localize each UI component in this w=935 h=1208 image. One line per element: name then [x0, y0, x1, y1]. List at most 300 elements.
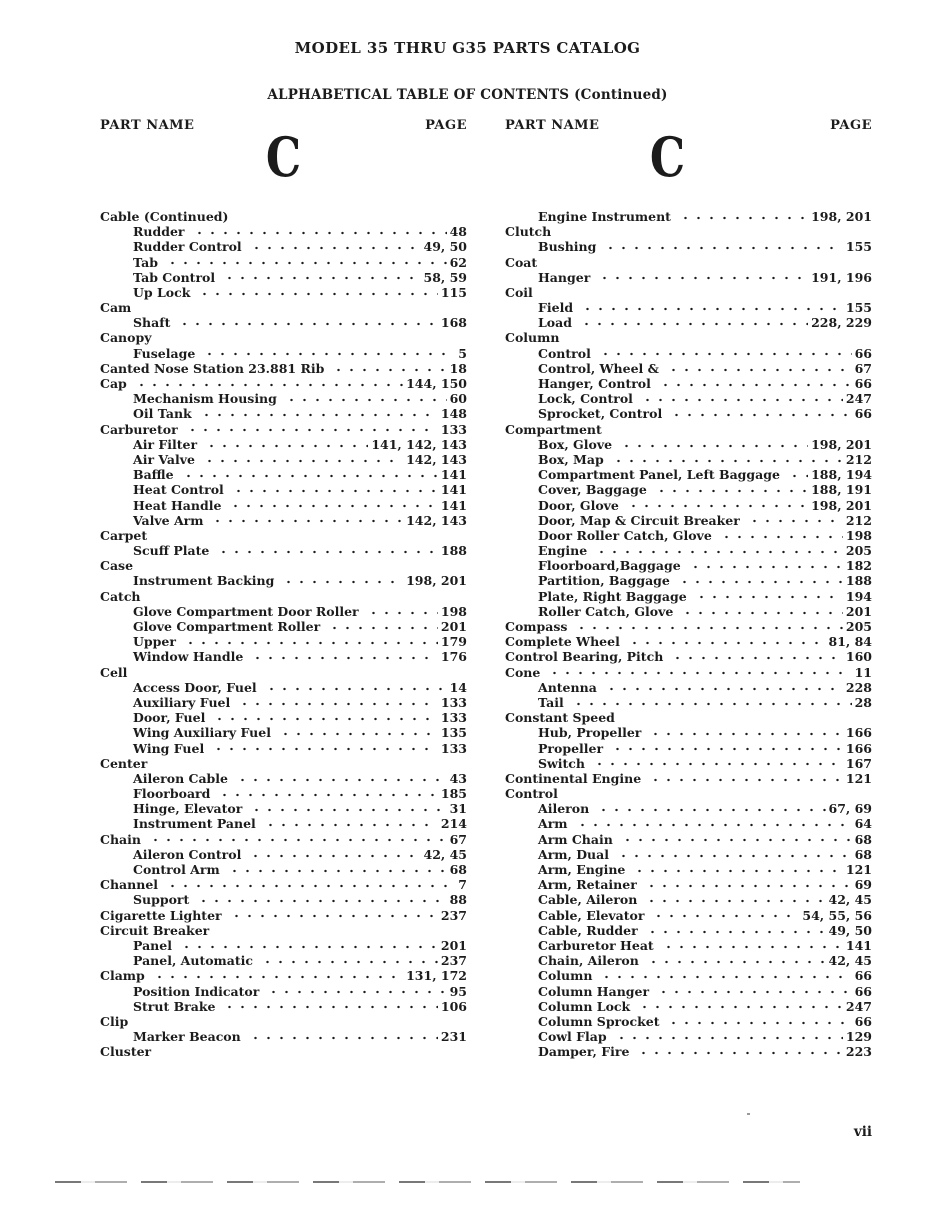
page-ref: 11: [854, 664, 872, 680]
part-name: Control: [505, 786, 558, 802]
part-name: Coil: [505, 284, 533, 300]
dot-leader: [605, 685, 843, 693]
page-ref: 5: [458, 345, 467, 361]
dot-leader: [203, 350, 455, 358]
part-name: Bushing: [538, 239, 597, 255]
toc-entry: [100, 877, 467, 892]
dot-leader: [689, 563, 843, 571]
page-ref: 60: [449, 391, 467, 407]
part-name: Carburetor: [100, 421, 178, 437]
part-name: Canted Nose Station 23.881 Rib: [100, 360, 325, 376]
toc-group-header: [100, 1014, 467, 1029]
page-ref: 205: [845, 619, 872, 635]
toc-entry: [505, 938, 872, 953]
part-name: Rudder Control: [133, 239, 242, 255]
toc-entry: [100, 437, 467, 452]
dot-leader: [611, 745, 843, 753]
part-name: Mechanism Housing: [133, 391, 277, 407]
toc-group-header: [100, 1044, 467, 1059]
part-name: Door, Map & Circuit Breaker: [538, 512, 740, 528]
toc-group-header: [100, 331, 467, 346]
toc-entry: [100, 391, 467, 406]
part-name: Oil Tank: [133, 406, 192, 422]
dot-leader: [615, 1034, 843, 1042]
dot-leader: [595, 548, 843, 556]
dot-leader: [671, 654, 843, 662]
toc-entry: [505, 452, 872, 467]
part-name: Continental Engine: [505, 770, 642, 786]
part-name: Fuselage: [133, 345, 196, 361]
toc-entry: [100, 422, 467, 437]
toc-entry: [505, 634, 872, 649]
toc-entry: [100, 695, 467, 710]
page-ref: 54, 55, 56: [802, 907, 872, 923]
page-ref: 228: [845, 679, 872, 695]
part-name: Tail: [538, 694, 564, 710]
part-name: Aileron Cable: [133, 770, 229, 786]
page-ref: 205: [845, 543, 872, 559]
part-name: Floorboard: [133, 786, 211, 802]
part-name: Cover, Baggage: [538, 482, 647, 498]
page-ref: 214: [440, 816, 467, 832]
toc-entry: [505, 209, 872, 224]
part-name: Valve Arm: [133, 512, 204, 528]
part-name: Tab: [133, 254, 158, 270]
toc-entry: [100, 801, 467, 816]
page-ref: 228, 229: [811, 315, 872, 331]
toc-entry: [100, 513, 467, 528]
dot-leader: [641, 396, 843, 404]
part-name: Control Arm: [133, 862, 220, 878]
part-name: Column Sprocket: [538, 1013, 660, 1029]
part-name-header-right: PART NAME: [505, 118, 600, 133]
toc-column-right: [505, 209, 872, 1060]
page-ref: 133: [440, 740, 467, 756]
part-name: Compass: [505, 619, 568, 635]
part-name: Coat: [505, 254, 538, 270]
dot-leader: [621, 836, 852, 844]
part-name: Floorboard,Baggage: [538, 558, 681, 574]
part-name: Door, Glove: [538, 497, 619, 513]
part-name: Cable, Rudder: [538, 922, 638, 938]
page-header-right: PAGE: [830, 118, 872, 133]
part-name: Antenna: [538, 679, 597, 695]
dot-leader: [200, 411, 438, 419]
part-name: Column Lock: [538, 998, 631, 1014]
part-name: Position Indicator: [133, 983, 260, 999]
page-ref: 168: [440, 315, 467, 331]
page-ref: 66: [854, 968, 872, 984]
dot-leader: [265, 685, 447, 693]
page-ref: 141: [440, 497, 467, 513]
toc-entry: [505, 315, 872, 330]
toc-entry: [100, 862, 467, 877]
dot-leader: [679, 214, 808, 222]
part-name: Shaft: [133, 315, 171, 331]
part-name: Tab Control: [133, 269, 216, 285]
page-ref: 185: [440, 786, 467, 802]
toc-group-header: [505, 255, 872, 270]
toc-group-header: [100, 589, 467, 604]
page-ref: 166: [845, 740, 872, 756]
part-name: Door, Fuel: [133, 710, 206, 726]
toc-group-header: [505, 285, 872, 300]
toc-entry: [100, 239, 467, 254]
toc-entry: [100, 786, 467, 801]
toc-entry: [100, 346, 467, 361]
page-ref: 188: [440, 543, 467, 559]
toc-entry: [505, 984, 872, 999]
dot-leader: [599, 350, 852, 358]
dot-leader: [178, 320, 438, 328]
toc-entry: [505, 968, 872, 983]
toc-entry: [505, 877, 872, 892]
dot-leader: [593, 760, 843, 768]
toc-entry: [505, 817, 872, 832]
part-name: Chain, Aileron: [538, 953, 639, 969]
dot-leader: [720, 533, 843, 541]
dot-leader: [646, 928, 826, 936]
toc-entry: [505, 801, 872, 816]
page-ref: 115: [440, 284, 467, 300]
toc-group-header: [100, 756, 467, 771]
part-name: Instrument Panel: [133, 816, 256, 832]
part-name: Control: [538, 345, 591, 361]
dot-leader: [285, 396, 447, 404]
dot-leader: [249, 1034, 438, 1042]
folio-page-number: vii: [853, 1124, 872, 1140]
toc-entry: [505, 543, 872, 558]
page-ref: 155: [845, 300, 872, 316]
toc-entry: [100, 376, 467, 391]
toc-entry: [100, 361, 467, 376]
page-ref: 69: [854, 877, 872, 893]
toc-entry: [100, 482, 467, 497]
part-name: Column: [505, 330, 560, 346]
part-name: Column Hanger: [538, 983, 650, 999]
part-name: Auxiliary Fuel: [133, 694, 231, 710]
page-ref: 43: [449, 770, 467, 786]
part-name: Carpet: [100, 527, 148, 543]
dot-leader: [633, 867, 843, 875]
dot-leader: [367, 609, 438, 617]
page-ref: 49, 50: [828, 922, 872, 938]
page-ref: 141: [440, 467, 467, 483]
toc-entry: [505, 391, 872, 406]
dot-leader: [670, 411, 851, 419]
part-name: Control, Wheel &: [538, 360, 659, 376]
dot-leader: [645, 882, 852, 890]
page-ref: 68: [854, 831, 872, 847]
dot-leader: [267, 988, 446, 996]
dot-leader: [249, 852, 420, 860]
page-ref: 66: [854, 1013, 872, 1029]
part-name: Air Filter: [133, 436, 198, 452]
part-name: Rudder: [133, 224, 185, 240]
toc-entry: [505, 406, 872, 421]
dot-leader: [628, 639, 826, 647]
toc-entry: [505, 270, 872, 285]
page-ref: 31: [449, 801, 467, 817]
page-ref: 247: [845, 391, 872, 407]
dot-leader: [211, 517, 403, 525]
toc-entry: [505, 467, 872, 482]
page-ref: 194: [845, 588, 872, 604]
part-name: Circuit Breaker: [100, 922, 210, 938]
dot-leader: [580, 320, 808, 328]
part-name: Load: [538, 315, 572, 331]
dot-leader: [649, 776, 843, 784]
dot-leader: [645, 897, 825, 905]
part-name: Cone: [505, 664, 541, 680]
part-name: Support: [133, 892, 190, 908]
dot-leader: [236, 776, 447, 784]
toc-entry: [505, 680, 872, 695]
page-ref: 129: [845, 1029, 872, 1045]
toc-entry: [505, 346, 872, 361]
part-name: Cluster: [100, 1044, 152, 1060]
dot-leader: [649, 730, 843, 738]
toc-entry: [100, 498, 467, 513]
part-name: Cell: [100, 664, 128, 680]
toc-group-header: [100, 665, 467, 680]
dot-leader: [166, 259, 447, 267]
part-name: Arm, Dual: [538, 846, 609, 862]
toc-entry: [505, 1014, 872, 1029]
toc-entry: [100, 543, 467, 558]
dot-leader: [655, 487, 808, 495]
dot-leader: [217, 548, 438, 556]
page-ref: 176: [440, 649, 467, 665]
part-name: Damper, Fire: [538, 1044, 630, 1060]
dot-leader: [638, 1003, 843, 1011]
dot-leader: [332, 366, 446, 374]
dot-leader: [667, 366, 852, 374]
page-ref: 160: [845, 649, 872, 665]
toc-group-header: [100, 558, 467, 573]
page-ref: 141: [440, 482, 467, 498]
page-ref: 201: [440, 619, 467, 635]
part-name: Marker Beacon: [133, 1029, 241, 1045]
dot-leader: [166, 882, 455, 890]
toc-entry: [100, 680, 467, 695]
part-name: Scuff Plate: [133, 543, 210, 559]
page-ref: 182: [845, 558, 872, 574]
part-name: Glove Compartment Door Roller: [133, 603, 359, 619]
part-name: Door Roller Catch, Glove: [538, 527, 712, 543]
toc-entry: [505, 376, 872, 391]
page-ref: 66: [854, 376, 872, 392]
part-name: Aileron Control: [133, 846, 242, 862]
page-ref: 67: [854, 360, 872, 376]
toc-entry: [100, 847, 467, 862]
part-name: Window Handle: [133, 649, 244, 665]
page-ref: 223: [845, 1044, 872, 1060]
part-name: Switch: [538, 755, 586, 771]
part-name: Chain: [100, 831, 141, 847]
dot-leader: [598, 274, 808, 282]
page-ref: 198, 201: [406, 573, 467, 589]
toc-entry: [505, 300, 872, 315]
dot-leader: [572, 700, 852, 708]
part-name: Wing Auxiliary Fuel: [133, 725, 271, 741]
toc-entry: [505, 665, 872, 680]
toc-entry: [505, 619, 872, 634]
part-name: Instrument Backing: [133, 573, 275, 589]
page-ref: 42, 45: [828, 953, 872, 969]
part-name: Sprocket, Control: [538, 406, 663, 422]
toc-entry: [100, 968, 467, 983]
part-name: Clamp: [100, 968, 145, 984]
part-name: Partition, Baggage: [538, 573, 670, 589]
toc-entry: [100, 604, 467, 619]
page-header-left: PAGE: [425, 118, 467, 133]
dot-leader: [238, 700, 438, 708]
dot-leader: [230, 912, 438, 920]
toc-entry: [505, 589, 872, 604]
dot-leader: [788, 472, 808, 480]
part-name: Cable, Aileron: [538, 892, 638, 908]
page-ref: 81, 84: [828, 634, 872, 650]
part-name: Up Lock: [133, 284, 191, 300]
page-ref: 67: [449, 831, 467, 847]
page-ref: 42, 45: [828, 892, 872, 908]
toc-entry: [505, 437, 872, 452]
dot-leader: [135, 381, 403, 389]
page-ref: 198, 201: [811, 208, 872, 224]
dot-leader: [184, 639, 438, 647]
toc-group-header: [100, 923, 467, 938]
toc-entry: [505, 741, 872, 756]
page-ref: 106: [440, 998, 467, 1014]
toc-entry: [100, 953, 467, 968]
page-ref: 18: [449, 360, 467, 376]
part-name: Cable, Elevator: [538, 907, 645, 923]
toc-entry: [100, 908, 467, 923]
toc-entry: [505, 574, 872, 589]
toc-entry: [100, 1029, 467, 1044]
part-name: Engine Instrument: [538, 208, 671, 224]
page-ref: 66: [854, 406, 872, 422]
toc-entry: [100, 725, 467, 740]
dot-leader: [228, 867, 447, 875]
dot-leader: [180, 943, 438, 951]
toc-entry: [100, 467, 467, 482]
dot-leader: [182, 472, 438, 480]
page-ref: 201: [845, 603, 872, 619]
dot-leader: [600, 973, 851, 981]
page-ref: 28: [854, 694, 872, 710]
part-name: Roller Catch, Glove: [538, 603, 674, 619]
part-name: Hanger: [538, 269, 591, 285]
page-ref: 14: [449, 679, 467, 695]
dot-leader: [198, 290, 438, 298]
page-ref: 198, 201: [811, 497, 872, 513]
toc-entry: [505, 695, 872, 710]
toc-entry: [100, 817, 467, 832]
scan-artifact-line: [55, 1181, 800, 1183]
page-ref: 188, 194: [811, 467, 872, 483]
page-ref: 64: [854, 816, 872, 832]
part-name: Constant Speed: [505, 710, 615, 726]
toc-entry: [505, 832, 872, 847]
toc-entry: [505, 498, 872, 513]
page-ref: 191, 196: [811, 269, 872, 285]
page-ref: 198, 201: [811, 436, 872, 452]
page-ref: 231: [440, 1029, 467, 1045]
dot-leader: [548, 669, 851, 677]
dot-leader: [212, 745, 438, 753]
dot-leader: [575, 624, 842, 632]
part-name: Cigarette Lighter: [100, 907, 222, 923]
page-ref: 237: [440, 953, 467, 969]
part-name: Strut Brake: [133, 998, 216, 1014]
page-ref: 68: [854, 846, 872, 862]
page-ref: 58, 59: [423, 269, 467, 285]
page-ref: 121: [845, 862, 872, 878]
page-ref: 67, 69: [828, 801, 872, 817]
part-name: Case: [100, 558, 134, 574]
toc-entry: [505, 771, 872, 786]
page-ref: 142, 143: [406, 512, 467, 528]
part-name-header-left: PART NAME: [100, 118, 195, 133]
toc-entry: [100, 574, 467, 589]
toc-entry: [505, 756, 872, 771]
part-name: Lock, Control: [538, 391, 633, 407]
page-ref: 155: [845, 239, 872, 255]
part-name: Control Bearing, Pitch: [505, 649, 664, 665]
dot-leader: [657, 988, 852, 996]
page-ref: 212: [845, 512, 872, 528]
page-ref: 131, 172: [406, 968, 467, 984]
page-ref: 247: [845, 998, 872, 1014]
part-name: Panel: [133, 937, 172, 953]
dot-leader: [250, 806, 446, 814]
page-ref: 141: [845, 937, 872, 953]
page-ref: 135: [440, 725, 467, 741]
page-ref: 95: [449, 983, 467, 999]
toc-entry: [505, 923, 872, 938]
part-name: Field: [538, 300, 574, 316]
dot-leader: [232, 487, 438, 495]
toc-group-header: [100, 300, 467, 315]
toc-entry: [505, 361, 872, 376]
dot-leader: [597, 806, 825, 814]
toc-entry: [505, 725, 872, 740]
page-ref: 48: [449, 224, 467, 240]
part-name: Baffle: [133, 467, 174, 483]
dot-leader: [617, 852, 852, 860]
part-name: Cap: [100, 376, 127, 392]
dot-leader: [647, 958, 826, 966]
dot-leader: [205, 442, 368, 450]
dot-leader: [282, 578, 403, 586]
toc-entry: [100, 315, 467, 330]
part-name: Clip: [100, 1013, 129, 1029]
part-name: Arm, Engine: [538, 862, 626, 878]
page-ref: 201: [440, 937, 467, 953]
part-name: Complete Wheel: [505, 634, 620, 650]
dot-leader: [203, 457, 403, 465]
part-name: Glove Compartment Roller: [133, 619, 321, 635]
toc-entry: [505, 482, 872, 497]
toc-group-header: [100, 528, 467, 543]
part-name: Heat Handle: [133, 497, 222, 513]
toc-entry: [100, 619, 467, 634]
part-name: Upper: [133, 634, 176, 650]
toc-group-header: [505, 224, 872, 239]
dot-leader: [652, 912, 799, 920]
